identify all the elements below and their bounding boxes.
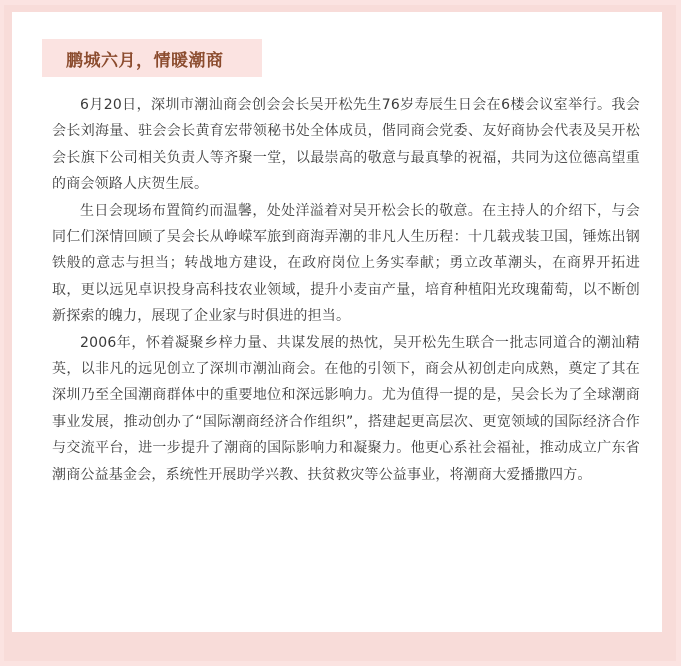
title-banner — [42, 39, 262, 77]
article-body — [52, 92, 640, 488]
paragraph-2: 生日会现场布置简约而温馨，处处洋溢着对吴开松会长的敬意。在主持人的介绍下，与会同仁们深情回顾了吴会长从峥嵘军旅到商海弄潮的非凡人生历程：十几载戎装卫国，锤炼出钢铁般的意志与担当；转战地方建设，在政府岗位上务实奉献；勇立改革潮头，在商界开拓进取，更以远见卓识投身高科技农业领域，提升小麦亩产量，培育种植阳光玫瑰葡萄，以不断创新探索的魄力，展现了企业家与时俱进的担当。 — [52, 202, 640, 325]
article-card — [12, 12, 662, 632]
paragraph-3: 2006年，怀着凝聚乡梓力量、共谋发展的热忱，吴开松先生联合一批志同道合的潮汕精英，以非凡的远见创立了深圳市潮汕商会。在他的引领下，商会从初创走向成熟，奠定了其在深圳乃至全国潮商群体中的重要地位和深远影响力。尤为值得一提的是，吴会长为了全球潮商事业发展，推动创办了“国际潮商经济合作组织”，搭建起更高层次、更宽领域的国际经济合作与交流平台，进一步提升了潮商的国际影响力和凝聚力。他更心系社会福祉，推动成立广东省潮商公益基金会，系统性开展助学兴教、扶贫救灾等公益事业，将潮商大爱播撒四方。 — [52, 334, 640, 483]
article-title: 鹏城六月，情暖潮商 — [66, 50, 224, 71]
paragraph-1: 6月20日，深圳市潮汕商会创会会长吴开松先生76岁寿辰生日会在6楼会议室举行。我会会长刘海量、驻会会长黄育宏带领秘书处全体成员，偕同商会党委、友好商协会代表及吴开松会长旗下公司相关负责人等齐聚一堂，以最崇高的敬意与最真挚的祝福，共同为这位德高望重的商会领路人庆贺生辰。 — [52, 97, 640, 193]
